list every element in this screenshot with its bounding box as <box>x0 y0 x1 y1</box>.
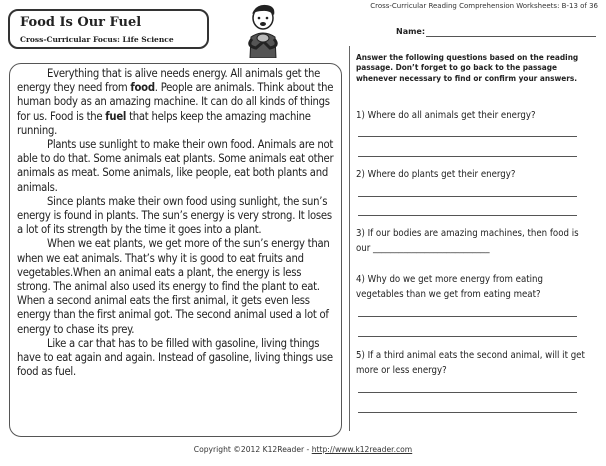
answer-line[interactable] <box>358 316 577 317</box>
answer-line[interactable] <box>358 392 577 393</box>
question-3: 3) If our bodies are amazing machines, then food is our ___________________________ <box>356 228 579 254</box>
question-1: 1) Where do all animals get their energy? <box>356 110 536 121</box>
copyright-text: Copyright ©2012 K12Reader - <box>193 445 312 454</box>
passage-paragraph-1: Everything that is alive needs energy. All animals get the energy they need from food. People are animals. Think about the human body as an amazing machine. It can do all kinds of things for us. Food is the fuel that helps keep the amazing machine running. <box>17 67 334 137</box>
reading-passage <box>9 63 342 437</box>
answer-line[interactable] <box>358 136 577 137</box>
worksheet-subtitle: Cross-Curricular Focus: Life Science <box>20 35 174 44</box>
question-2: 2) Where do plants get their energy? <box>356 169 516 180</box>
website-link[interactable]: http://www.k12reader.com <box>311 445 413 454</box>
column-divider <box>349 46 350 431</box>
answer-line[interactable] <box>358 336 577 337</box>
series-header: Cross-Curricular Reading Comprehension Worksheets: B-13 of 36 <box>370 2 598 10</box>
answer-line[interactable] <box>358 215 577 216</box>
questions-column <box>356 52 592 376</box>
passage-paragraph-2: Plants use sunlight to make their own food. Animals are not able to do that. Some animals eat plants. Some animals eat other animals as meat. Some animals, like people, eat both plants and animals. <box>17 138 334 194</box>
name-label: Name: <box>396 27 426 36</box>
question-5: 5) If a third animal eats the second animal, will it get more or less energy? <box>356 350 585 376</box>
name-field[interactable] <box>426 36 596 37</box>
title-box <box>8 9 209 49</box>
passage-paragraph-4: When we eat plants, we get more of the sun’s energy than when we eat animals. That’s why it is good to eat fruits and vegetables.When an animal eats a plant, the energy is less strong. The animal also used its energy to find the plant to eat. When a second animal eats the first animal, it gets even less energy than the first animal got. The second animal used a lot of energy to chase its prey. <box>17 237 330 336</box>
answer-line[interactable] <box>358 412 577 413</box>
instructions: Answer the following questions based on the reading passage. Don’t forget to go back to the passage whenever necessary to find or confirm your answers. <box>356 52 579 83</box>
passage-paragraph-3: Since plants make their own food using sunlight, the sun’s energy is found in plants. The sun’s energy is very strong. It loses a lot of its strength by the time it goes into a plant. <box>17 194 332 237</box>
footer <box>0 445 606 454</box>
question-4: 4) Why do we get more energy from eating vegetables than we get from eating meat? <box>356 274 543 300</box>
passage-paragraph-5: Like a car that has to be filled with gasoline, living things have to eat again and again. Instead of gasoline, living things use food as fuel. <box>17 336 333 379</box>
answer-line[interactable] <box>358 156 577 157</box>
worksheet-title: Food Is Our Fuel <box>20 15 142 30</box>
boy-eating-illustration <box>236 2 292 58</box>
answer-line[interactable] <box>358 196 577 197</box>
